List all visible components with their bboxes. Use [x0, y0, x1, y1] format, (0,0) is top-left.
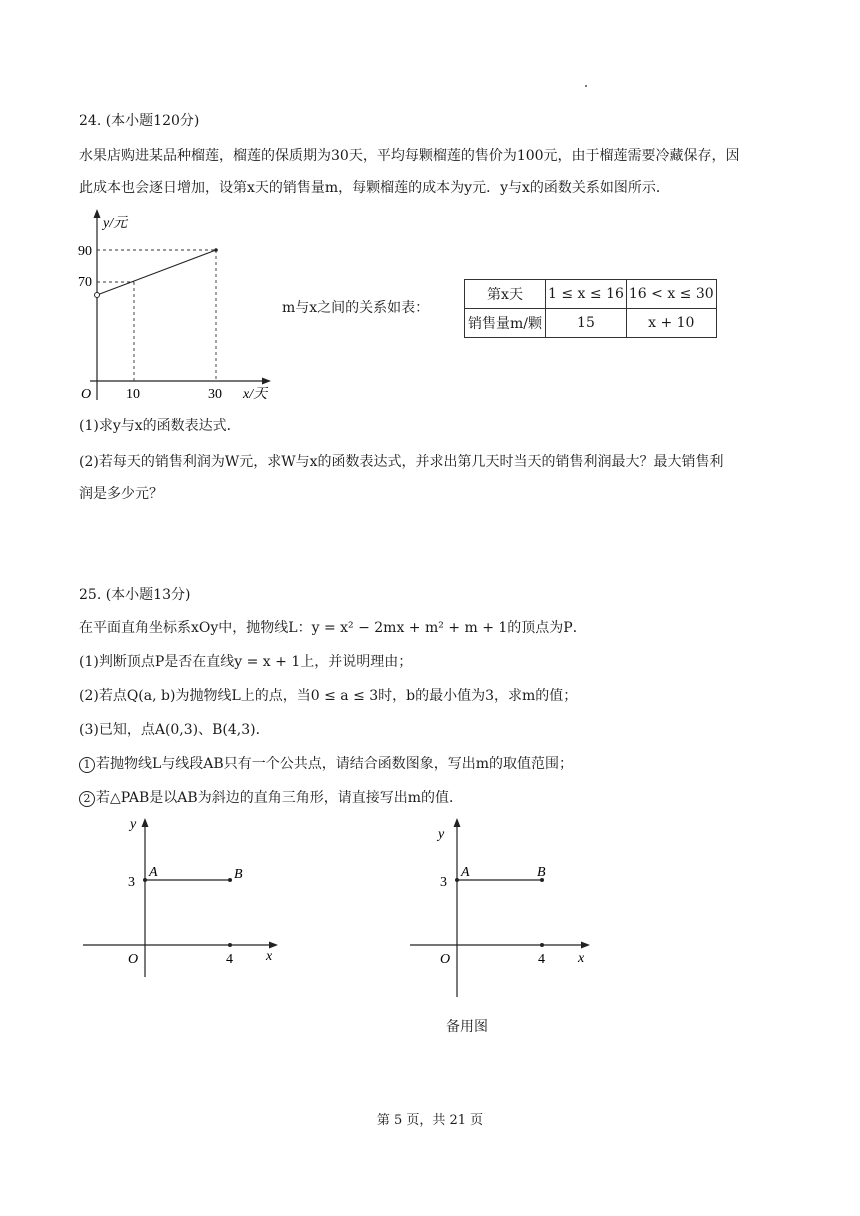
x-axis-arrow	[262, 378, 271, 385]
tick-4: 4	[538, 952, 545, 967]
y-label: y	[438, 827, 445, 842]
table-cell: 1 ≤ x ≤ 16	[546, 280, 627, 309]
q24-text-line2: 此成本也会逐日增加，设第x天的销售量m，每颗榴莲的成本为y元．y与x的函数关系如图所示．	[79, 180, 670, 196]
open-endpoint	[95, 293, 100, 298]
x-axis-arrow	[581, 942, 590, 949]
tick-90: 90	[78, 244, 92, 259]
q25-figure-backup	[390, 812, 600, 1002]
point-b	[228, 878, 232, 882]
label-b: B	[537, 865, 546, 880]
tick-3: 3	[128, 875, 135, 890]
table-row	[465, 309, 717, 338]
label-a: A	[149, 865, 158, 880]
backup-figure-caption: 备用图	[446, 1019, 488, 1035]
q25-sub2	[79, 788, 463, 808]
tick-3: 3	[440, 875, 447, 890]
point-a	[455, 878, 459, 882]
origin-label: O	[440, 952, 451, 967]
q25-heading: 25. (本小题13分)	[79, 587, 191, 603]
q25-part2: (2)若点Q(a, b)为抛物线L上的点，当0 ≤ a ≤ 3时，b的最小值为3，求m的值；	[79, 688, 578, 704]
q24-cost-graph	[70, 205, 285, 410]
tick-4: 4	[226, 952, 233, 967]
cost-line	[97, 250, 216, 295]
q25-sub1	[79, 754, 573, 774]
tick-30: 30	[208, 387, 222, 402]
circled-two: 2	[79, 791, 95, 807]
closed-endpoint	[214, 248, 218, 252]
label-b: B	[234, 867, 243, 882]
table-cell: x + 10	[626, 309, 716, 338]
x-label: x	[578, 951, 585, 966]
stray-dot	[585, 85, 587, 87]
table-row	[465, 280, 717, 309]
origin-label: O	[128, 952, 139, 967]
q25-part3: (3)已知，点A(0,3)、B(4,3)．	[79, 722, 270, 738]
q25-sub2-text: 若△PAB是以AB为斜边的直角三角形，请直接写出m的值．	[96, 790, 463, 806]
table-intro: m与x之间的关系如表：	[282, 300, 430, 316]
x-axis-arrow	[269, 942, 278, 949]
q24-heading: 24. (本小题120分)	[79, 113, 200, 129]
q25-part1: (1)判断顶点P是否在直线y = x + 1上，并说明理由；	[79, 654, 413, 670]
label-a: A	[461, 865, 470, 880]
q25-intro: 在平面直角坐标系xOy中，抛物线L：y = x² − 2mx + m² + m + 1的顶点为P．	[79, 620, 587, 636]
table-cell: 销售量m/颗	[465, 309, 546, 338]
q24-part2-line1: (2)若每天的销售利润为W元，求W与x的函数表达式，并求出第几天时当天的销售利润最大？最大销售利	[79, 454, 724, 470]
q24-text-line1: 水果店购进某品种榴莲，榴莲的保质期为30天，平均每颗榴莲的售价为100元，由于榴莲需要冷藏保存，因	[79, 148, 740, 164]
circled-one: 1	[79, 757, 95, 773]
tick-70: 70	[78, 275, 92, 290]
x-label: x	[266, 949, 273, 964]
y-axis-label: y/元	[103, 216, 128, 231]
y-axis-arrow	[142, 818, 149, 827]
point-a	[143, 878, 147, 882]
q24-part1: (1)求y与x的函数表达式．	[79, 418, 241, 434]
point-x4	[228, 943, 232, 947]
table-cell: 第x天	[465, 280, 546, 309]
table-cell: 16 < x ≤ 30	[626, 280, 716, 309]
table-cell: 15	[546, 309, 627, 338]
y-label: y	[130, 817, 137, 832]
tick-10: 10	[126, 387, 140, 402]
y-axis-arrow	[94, 209, 101, 218]
q25-sub1-text: 若抛物线L与线段AB只有一个公共点，请结合函数图象，写出m的取值范围；	[96, 756, 573, 772]
origin-label: O	[81, 387, 92, 402]
x-axis-label: x/天	[243, 387, 268, 402]
q24-part2-line2: 润是多少元？	[79, 486, 163, 502]
y-axis-arrow	[454, 818, 461, 827]
page-footer: 第 5 页，共 21 页	[376, 1113, 484, 1128]
relation-table	[464, 279, 717, 338]
q25-figure-main	[78, 812, 288, 984]
point-x4	[540, 943, 544, 947]
